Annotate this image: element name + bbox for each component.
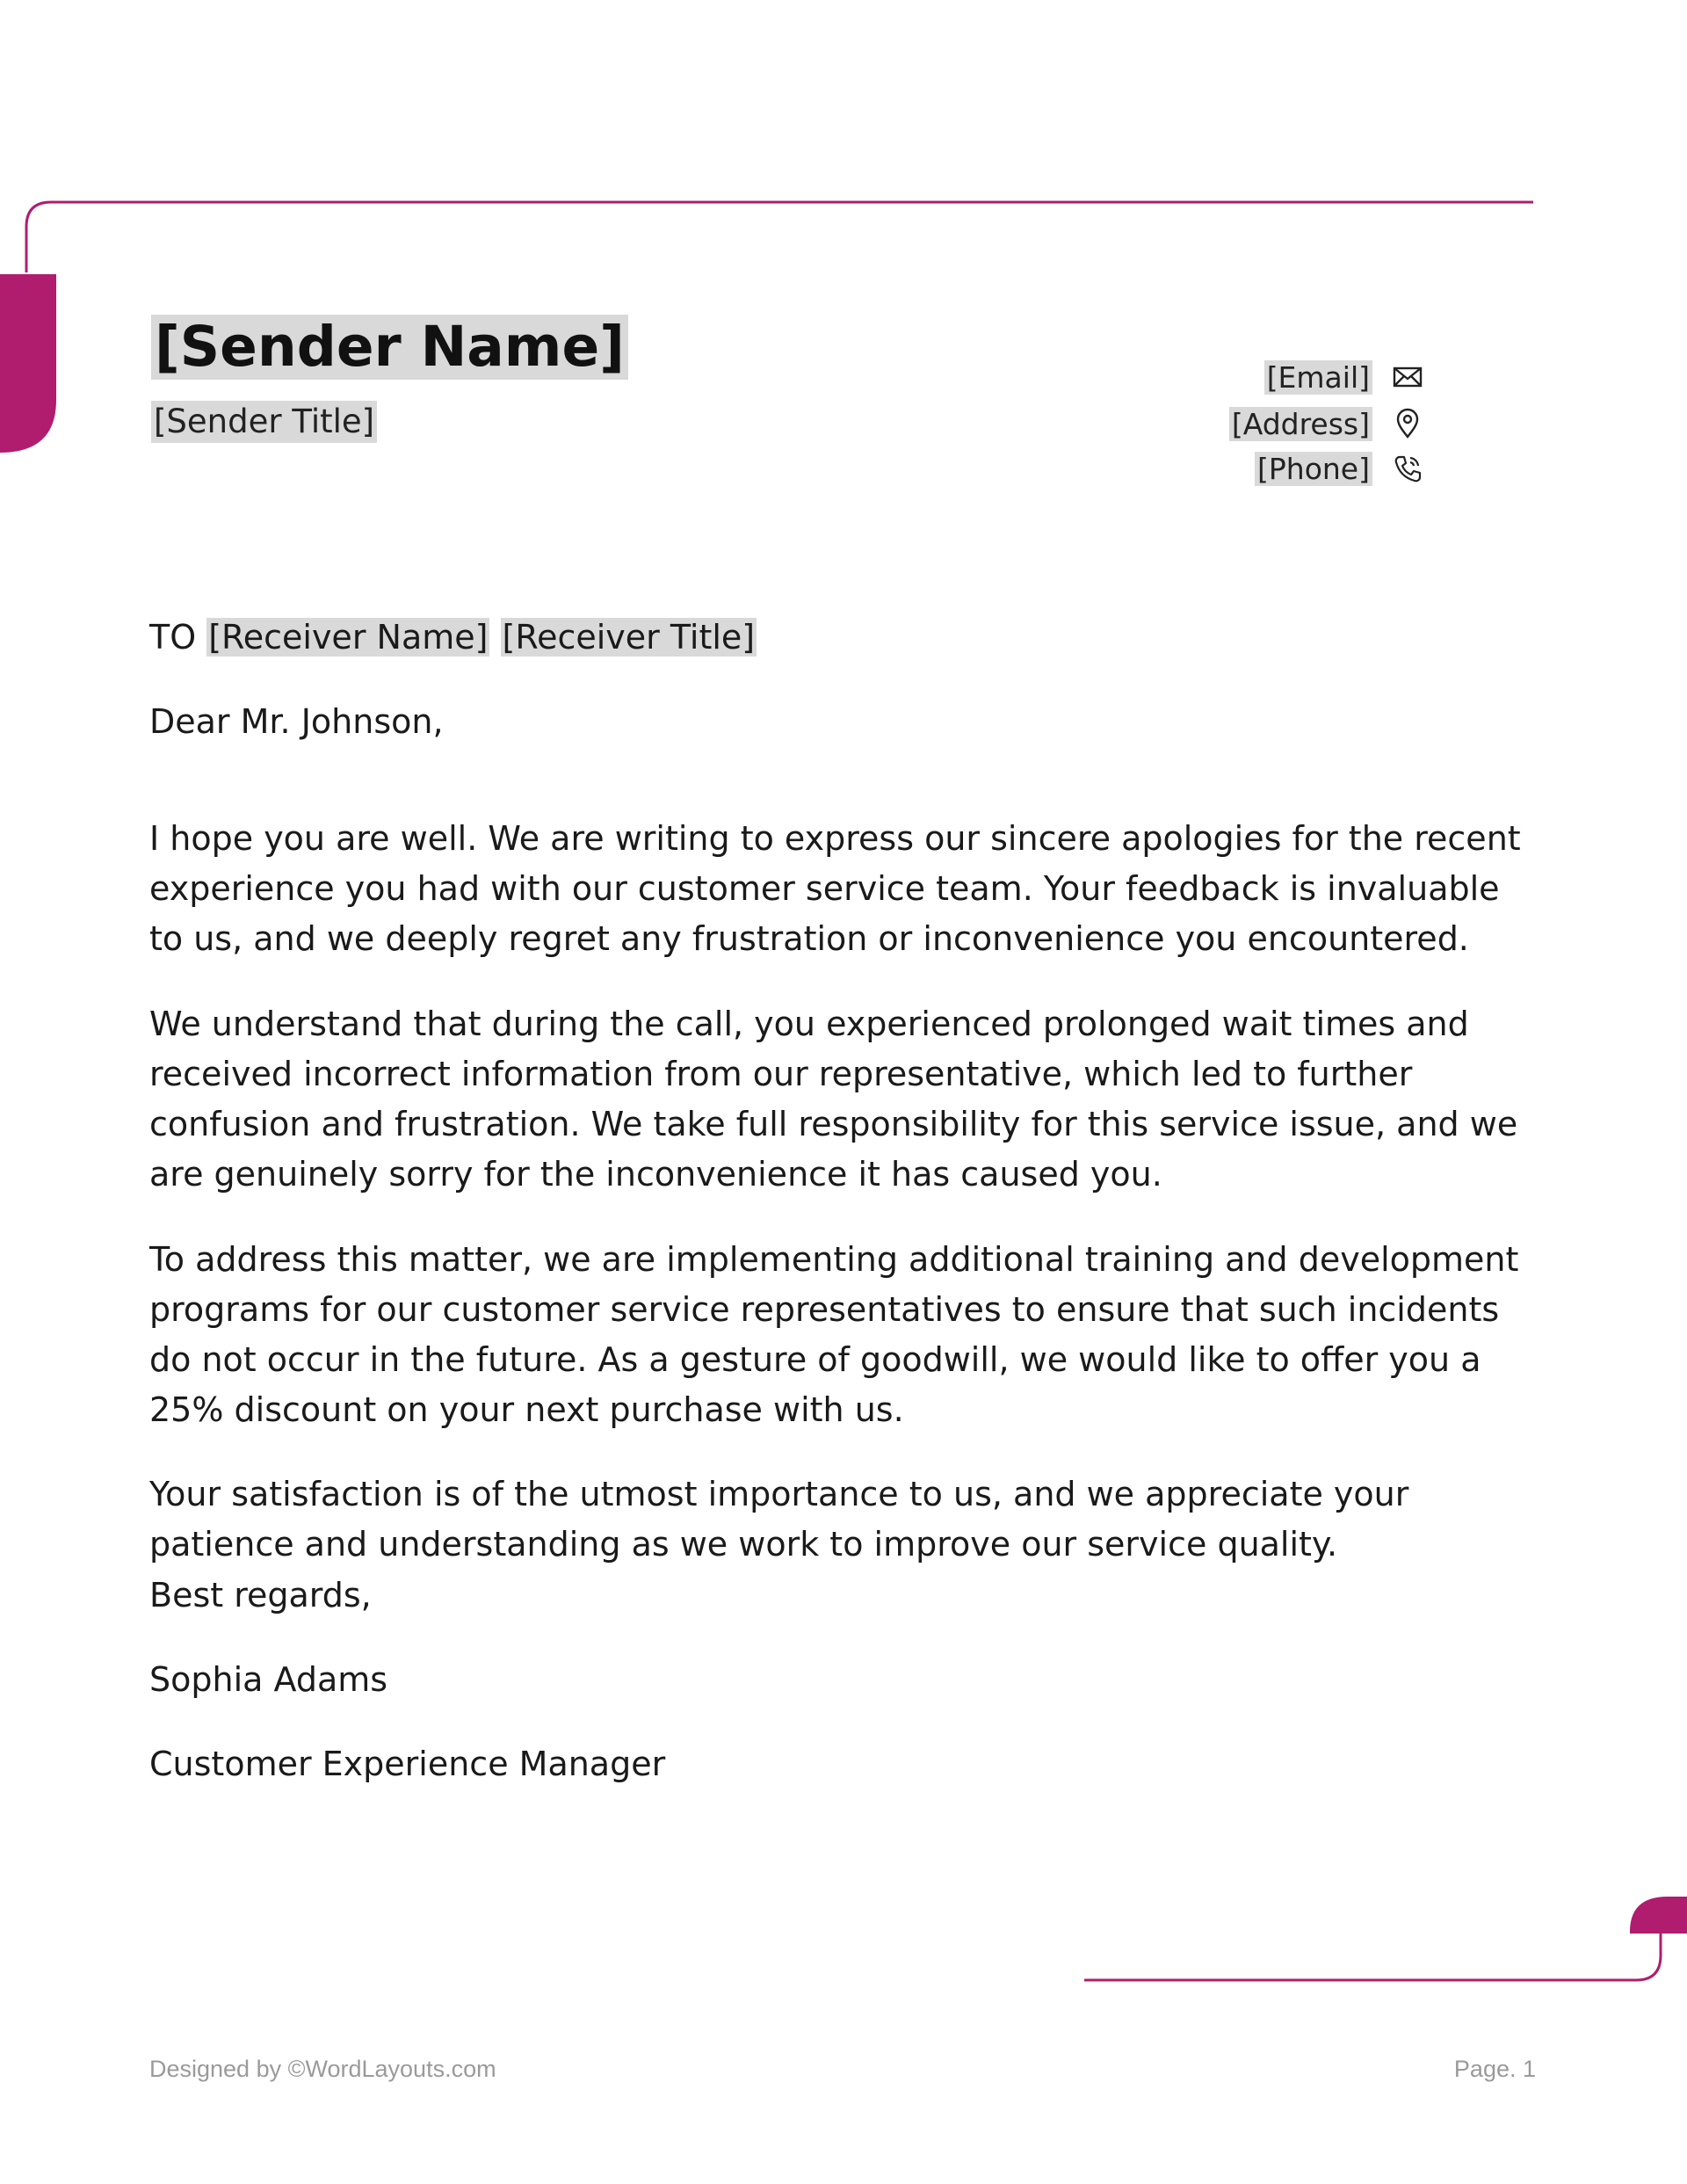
envelope-icon — [1392, 361, 1423, 393]
salutation: Dear Mr. Johnson, — [149, 702, 444, 741]
contact-address[interactable]: [Address] — [1229, 407, 1372, 441]
recipient-line — [149, 613, 1538, 663]
signature-title: Customer Experience Manager — [149, 1745, 666, 1783]
body-paragraph-1: I hope you are well. We are writing to express our sincere apologies for the recent experience you had with our customer service team. Your feedback is invaluable to us, and we deeply regret any frustration or inconvenience you encountered. — [149, 819, 1521, 958]
contact-email-row — [984, 355, 1423, 399]
bottom-frame-line — [1084, 1918, 1661, 1980]
signature-name: Sophia Adams — [149, 1660, 388, 1699]
contact-address-row — [984, 402, 1423, 446]
footer-credit: Designed by ©WordLayouts.com — [149, 2056, 496, 2082]
body-paragraph-4: Your satisfaction is of the utmost importance to us, and we appreciate your patience and understanding as we work to improve our service quality. — [149, 1475, 1409, 1564]
page-number: Page. 1 — [1453, 2056, 1536, 2082]
contact-email[interactable]: [Email] — [1264, 360, 1372, 395]
body-paragraph-2: We understand that during the call, you experienced prolonged wait times and received incorrect information from our representative, which led to further confusion and frustration. We take full responsibility for this service issue, and we are genuinely sorry for the inconvenience it has caused you. — [149, 1005, 1518, 1194]
sender-name[interactable]: [Sender Name] — [151, 315, 628, 380]
body-paragraph-3: To address this matter, we are implementing additional training and development programs for our customer service representatives to ensure that such incidents do not occur in the future. As a gesture of goodwill, we would like to offer you a 25% discount on your next purchase with us. — [149, 1240, 1519, 1429]
phone-icon — [1392, 453, 1423, 484]
top-frame-line — [26, 202, 1533, 272]
map-pin-icon — [1392, 408, 1423, 439]
contact-phone[interactable]: [Phone] — [1255, 452, 1372, 486]
closing: Best regards, — [149, 1576, 372, 1614]
to-label: TO — [149, 618, 197, 657]
contact-phone-row — [984, 446, 1423, 490]
sender-title[interactable]: [Sender Title] — [151, 401, 377, 443]
receiver-name[interactable]: [Receiver Name] — [208, 618, 489, 657]
receiver-title[interactable]: [Receiver Title] — [502, 618, 756, 657]
top-left-tab — [0, 274, 56, 453]
bottom-right-tab — [1630, 1897, 1687, 1934]
